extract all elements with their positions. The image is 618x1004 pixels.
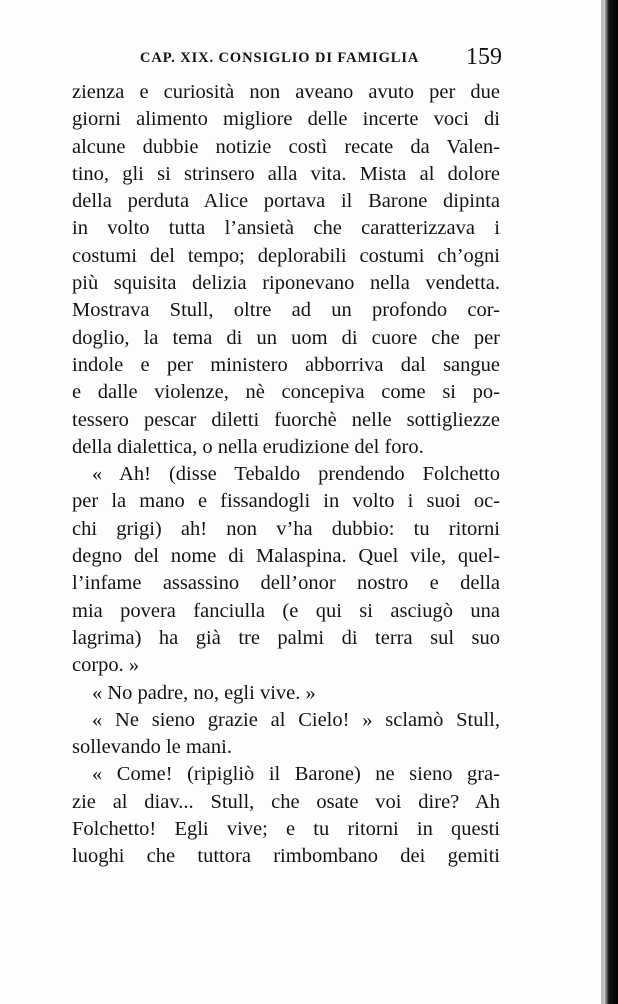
body-text (72, 79, 500, 871)
page-number: 159 (466, 44, 502, 70)
text-line: Mostrava Stull, oltre ad un profondo cor- (72, 299, 500, 322)
text-line: luoghi che tuttora rimbombano dei gemiti (72, 845, 500, 868)
text-line: zienza e curiosità non aveano avuto per due (72, 81, 500, 103)
text-line: tino, gli si strinsero alla vita. Mista al dolore (72, 162, 500, 185)
text-line: lagrima) ha già tre palmi di terra sul suo (72, 626, 500, 649)
text-line: zie al diav... Stull, che osate voi dire? Ah (72, 790, 500, 813)
text-line: sollevando le mani. (72, 736, 232, 759)
text-line: e dalle violenze, nè concepiva come si po- (72, 381, 500, 404)
text-line: « No padre, no, egli vive. » (92, 681, 316, 704)
text-line: della dialettica, o nella erudizione del foro. (72, 435, 424, 458)
text-line: giorni alimento migliore delle incerte voci di (72, 108, 500, 131)
text-line: doglio, la tema di un uom di cuore che per (72, 326, 500, 349)
text-line: per la mano e fissandogli in volto i suoi oc- (72, 490, 500, 513)
text-line: mia povera fanciulla (e qui si asciugò una (72, 599, 500, 622)
text-line: indole e per ministero abborriva dal sangue (72, 353, 500, 376)
text-line: « Ah! (disse Tebaldo prendendo Folchetto (92, 463, 500, 486)
page-header (140, 44, 502, 72)
text-line: alcune dubbie notizie costì recate da Valen- (72, 135, 500, 158)
text-line: degno del nome di Malaspina. Quel vile, quel- (72, 545, 500, 568)
text-line: chi grigi) ah! non v’ha dubbio: tu ritorni (72, 517, 500, 540)
text-line: Folchetto! Egli vive; e tu ritorni in questi (72, 818, 500, 841)
text-line: più squisita delizia riponevano nella vendetta. (72, 272, 500, 295)
text-line: l’infame assassino dell’onor nostro e della (72, 572, 500, 595)
text-line: « Ne sieno grazie al Cielo! » sclamò Stull, (92, 708, 500, 731)
text-line: tessero pescar diletti fuorchè nelle sottigliezze (72, 408, 500, 431)
text-line: della perduta Alice portava il Barone dipinta (72, 190, 500, 213)
text-line: costumi del tempo; deplorabili costumi ch’ogni (72, 244, 500, 267)
page-edge (604, 0, 618, 1004)
text-line: « Come! (ripigliò il Barone) ne sieno gra- (92, 763, 500, 786)
running-head: CAP. XIX. CONSIGLIO DI FAMIGLIA (140, 50, 420, 66)
text-line: corpo. » (72, 654, 140, 677)
text-line: in volto tutta l’ansietà che caratterizzava i (72, 217, 500, 240)
